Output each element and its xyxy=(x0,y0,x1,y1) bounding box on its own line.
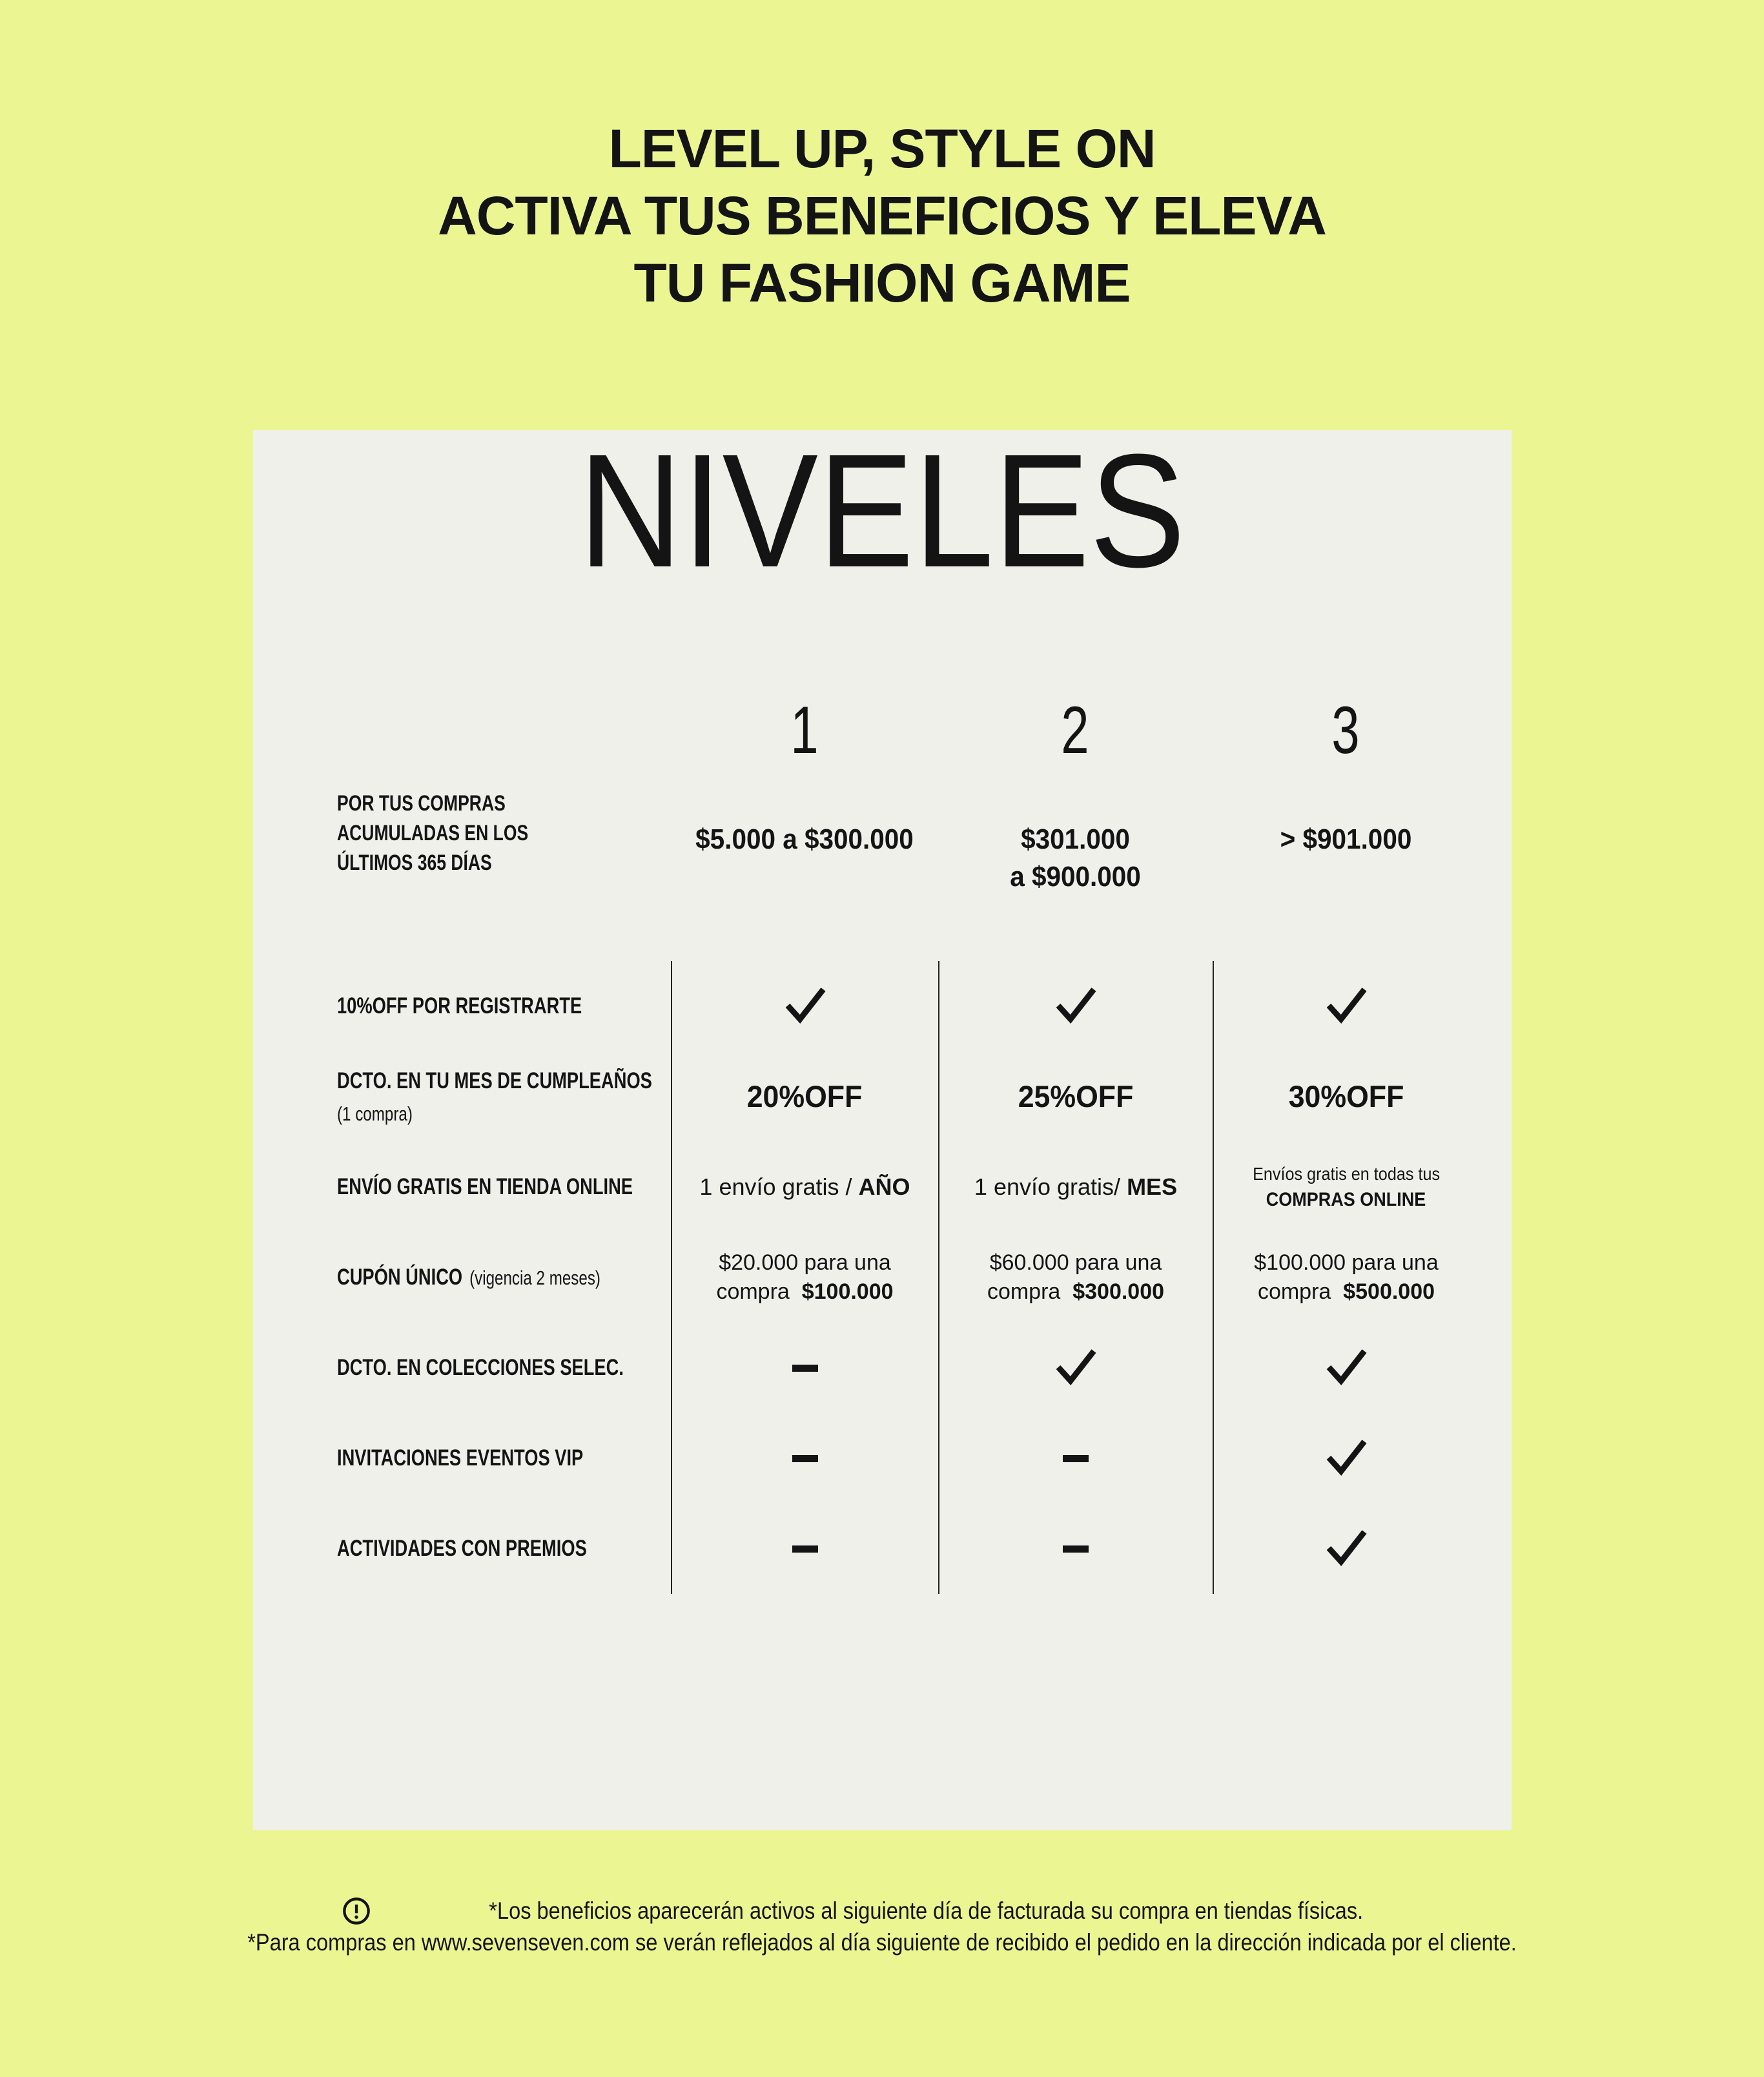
check-icon xyxy=(1324,986,1369,1027)
tier-1-cell xyxy=(671,1142,938,1232)
check-icon xyxy=(1324,1528,1369,1569)
cell-text-line: compra $500.000 xyxy=(1257,1279,1435,1304)
cell-text-line: 1 envío gratis/ MES xyxy=(974,1173,1178,1200)
tier-header xyxy=(337,695,1479,896)
cell-text-line: compra $300.000 xyxy=(987,1279,1165,1304)
purchases-label-line: ÚLTIMOS 365 DÍAS xyxy=(336,851,492,875)
footer-note-2-text: *Para compras en www.sevenseven.com se verán reflejados al día siguiente de recibido el pedido en la dirección indicada por el cliente. xyxy=(247,1929,1517,1956)
dash-icon xyxy=(792,1455,818,1462)
card-title xyxy=(253,420,1512,601)
row-label-text: 10%OFF POR REGISTRARTE xyxy=(336,993,582,1018)
tier-3-range: > $901.000 xyxy=(1280,823,1411,855)
tier-2-cell xyxy=(938,1232,1213,1323)
levels-card xyxy=(253,420,1512,1830)
tier-3-cell xyxy=(1213,1232,1479,1323)
tier-column-2 xyxy=(938,695,1213,896)
check-icon xyxy=(1053,1347,1098,1389)
cell-text-line: COMPRAS ONLINE xyxy=(1266,1189,1426,1210)
row-label: CUPÓN ÚNICO (vigencia 2 meses) xyxy=(336,1264,600,1290)
dash-icon xyxy=(792,1545,818,1553)
tier-1-cell xyxy=(671,1323,938,1413)
tier-3-cell xyxy=(1213,1142,1479,1232)
row-label-text: DCTO. EN COLECCIONES SELEC. xyxy=(336,1355,624,1380)
row-label-text: ACTIVIDADES CON PREMIOS xyxy=(336,1536,587,1561)
row-label-text: CUPÓN ÚNICO xyxy=(336,1264,462,1290)
hero-line: LEVEL UP, STYLE ON xyxy=(608,118,1156,179)
tier-3-cell xyxy=(1213,961,1479,1051)
purchases-label xyxy=(337,789,671,896)
tier-2-range: $301.000 a $900.000 xyxy=(1009,823,1141,893)
tier-2-number: 2 xyxy=(1061,693,1089,768)
tier-1-cell xyxy=(671,1051,938,1142)
tier-1-number: 1 xyxy=(790,693,819,768)
tier-column-1 xyxy=(671,695,938,896)
tier-2-cell xyxy=(938,1051,1213,1142)
purchases-label-line: POR TUS COMPRAS xyxy=(336,791,506,816)
dash-icon xyxy=(792,1365,818,1372)
cell-text-line: 30%OFF xyxy=(1288,1079,1404,1113)
cell-text-line: 25%OFF xyxy=(1018,1079,1134,1113)
row-label xyxy=(337,1504,671,1594)
tier-2-cell xyxy=(938,961,1213,1051)
alert-circle-icon xyxy=(342,1896,371,1926)
cell-text-line: compra $100.000 xyxy=(716,1279,894,1304)
tier-1-range: $5.000 a $300.000 xyxy=(695,823,914,855)
row-label-text: ENVÍO GRATIS EN TIENDA ONLINE xyxy=(336,1174,633,1199)
row-label xyxy=(337,961,671,1051)
hero-heading xyxy=(0,115,1764,316)
cell-text-line: $20.000 para una xyxy=(719,1250,891,1275)
tier-column-3 xyxy=(1213,695,1479,896)
tier-3-cell xyxy=(1213,1051,1479,1142)
row-label xyxy=(337,1323,671,1413)
row-label: DCTO. EN TU MES DE CUMPLEAÑOS (1 compra) xyxy=(336,1068,652,1125)
cell-text-line: $60.000 para una xyxy=(989,1250,1162,1275)
card-title-text: NIVELES xyxy=(579,420,1185,601)
tier-1-cell xyxy=(671,1232,938,1323)
tier-3-cell xyxy=(1213,1413,1479,1504)
cell-text-line: $100.000 para una xyxy=(1254,1250,1439,1275)
row-label-text: DCTO. EN TU MES DE CUMPLEAÑOS xyxy=(336,1068,652,1093)
cell-text-line: 20%OFF xyxy=(747,1079,863,1113)
benefits-table xyxy=(337,961,1479,1594)
tier-2-cell xyxy=(938,1504,1213,1594)
dash-icon xyxy=(1063,1545,1089,1553)
check-icon xyxy=(1324,1438,1369,1479)
hero-line: ACTIVA TUS BENEFICIOS Y ELEVA xyxy=(438,185,1326,246)
tier-2-cell xyxy=(938,1413,1213,1504)
tier-1-cell xyxy=(671,1504,938,1594)
tier-3-cell xyxy=(1213,1323,1479,1413)
cell-text-line: Envíos gratis en todas tus xyxy=(1253,1164,1440,1184)
footer-note-1-text: *Los beneficios aparecerán activos al siguiente día de facturada su compra en tiendas físicas. xyxy=(489,1897,1363,1924)
footer-note-1 xyxy=(0,1895,1764,1927)
check-icon xyxy=(783,986,828,1027)
purchases-label-line: ACUMULADAS EN LOS xyxy=(336,821,528,845)
tier-1-cell xyxy=(671,1413,938,1504)
cell-text-line: 1 envío gratis / AÑO xyxy=(699,1173,910,1200)
tier-3-cell xyxy=(1213,1504,1479,1594)
tier-1-cell xyxy=(671,961,938,1051)
tier-3-number: 3 xyxy=(1331,693,1360,768)
check-icon xyxy=(1324,1347,1369,1389)
tier-2-cell xyxy=(938,1323,1213,1413)
row-label xyxy=(337,1142,671,1232)
dash-icon xyxy=(1063,1455,1089,1462)
hero-line: TU FASHION GAME xyxy=(633,253,1131,313)
footer-notes xyxy=(0,1895,1764,1958)
check-icon xyxy=(1053,986,1098,1027)
tier-2-cell xyxy=(938,1142,1213,1232)
row-label xyxy=(337,1413,671,1504)
row-label-text: INVITACIONES EVENTOS VIP xyxy=(336,1445,583,1471)
